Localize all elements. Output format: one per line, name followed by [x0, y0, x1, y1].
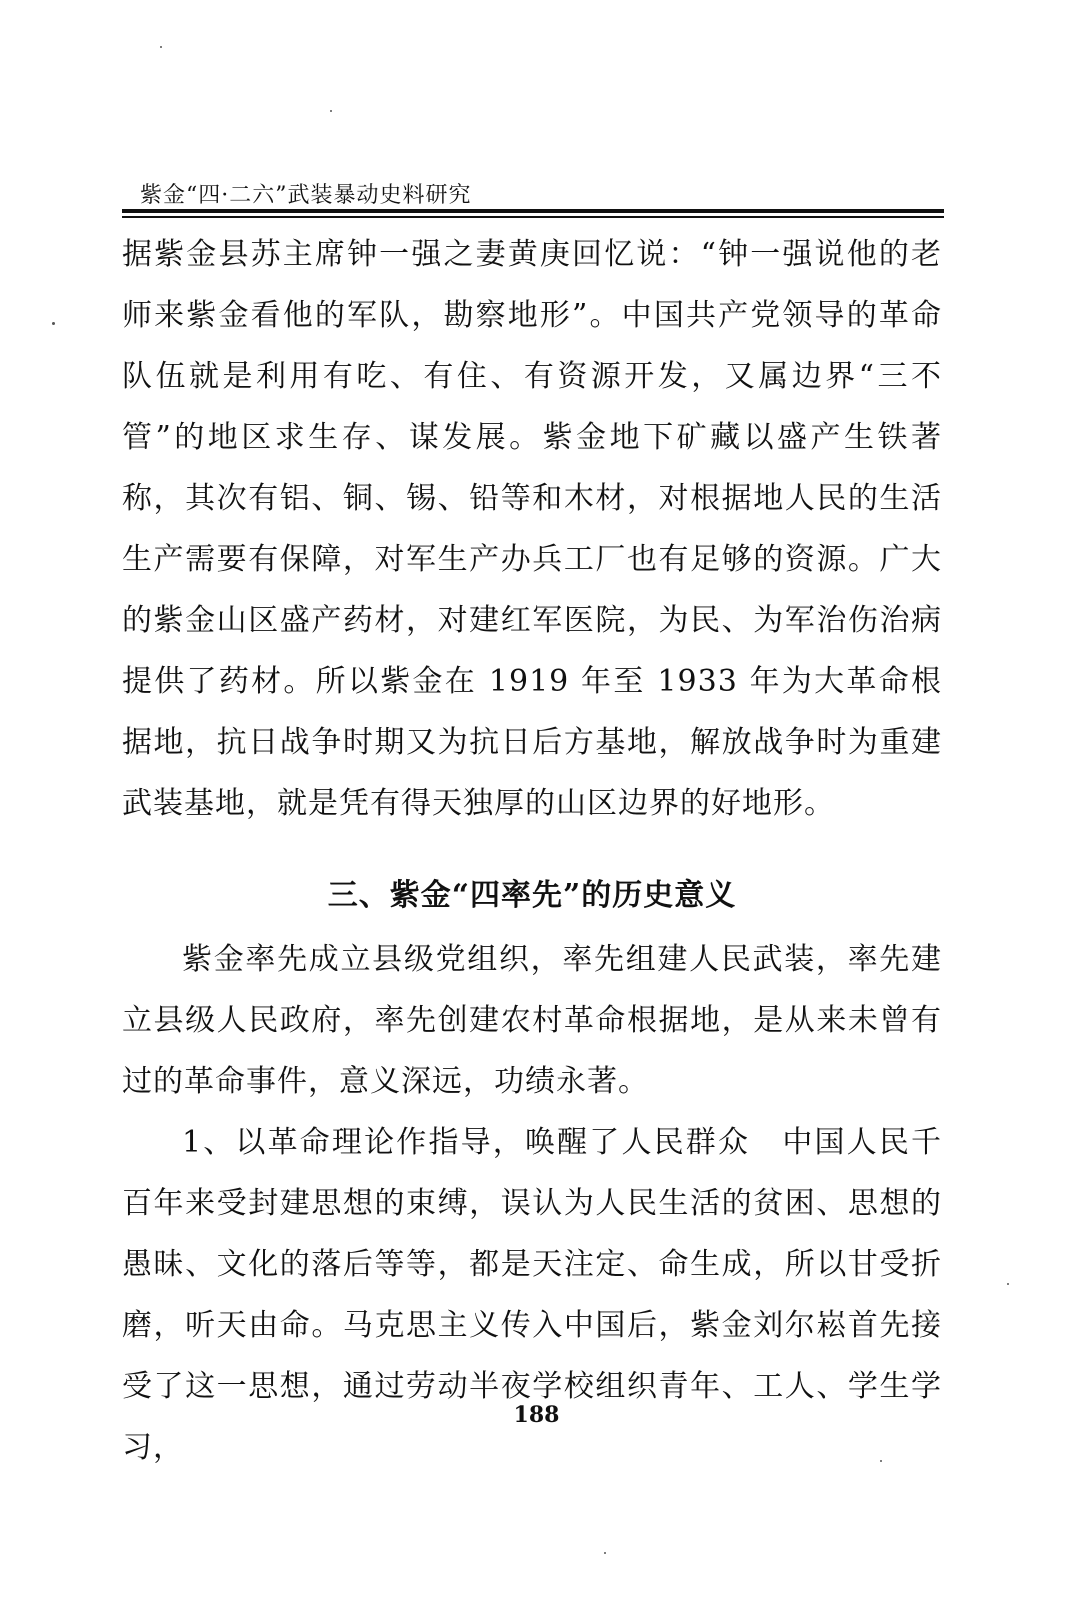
- running-header: 紫金“四·二六”武装暴动史料研究: [140, 183, 472, 208]
- section-heading: 三、紫金“四率先”的历史意义: [327, 878, 737, 913]
- header-rule-thin: [122, 216, 944, 218]
- body-paragraph: 据紫金县苏主席钟一强之妻黄庚回忆说：“钟一强说他的老师来紫金看他的军队，勘察地形”。中国共产党领导的革命队伍就是利用有吃、有住、有资源开发，又属边界“三不管”的地区求生存、谋发展。紫金地下矿藏以盛产生铁著称，其次有铝、铜、锡、铅等和木材，对根据地人民的生活生产需要有保障，对军生产办兵工厂也有足够的资源。广大的紫金山区盛产药材，对建红军医院，为民、为军治伤治病提供了药材。所以紫金在 1919 年至 1933 年为大革命根据地，抗日战争时期又为抗日后方基地，解放战争时为重建武装基地，就是凭有得天独厚的山区边界的好地形。: [122, 237, 942, 821]
- scan-speck: [330, 110, 332, 112]
- scan-speck: [1007, 1283, 1009, 1285]
- section-intro-paragraph: 紫金率先成立县级党组织，率先组建人民武装，率先建立县级人民政府，率先创建农村革命根据地，是从来未曾有过的革命事件，意义深远，功绩永著。: [122, 942, 942, 1099]
- scan-speck: [160, 46, 162, 48]
- scan-speck: [880, 1460, 882, 1462]
- scan-speck: [604, 1552, 606, 1554]
- scan-speck: [52, 322, 55, 325]
- header-rule-thick: [122, 209, 944, 213]
- page-number: 188: [513, 1402, 560, 1428]
- point-1-paragraph: 1、以革命理论作指导，唤醒了人民群众 中国人民千百年来受封建思想的束缚，误认为人民生活的贫困、思想的愚昧、文化的落后等等，都是天注定、命生成，所以甘受折磨，听天由命。马克思主义传入中国后，紫金刘尔崧首先接受了这一思想，通过劳动半夜学校组织青年、工人、学生学习，: [122, 1125, 942, 1465]
